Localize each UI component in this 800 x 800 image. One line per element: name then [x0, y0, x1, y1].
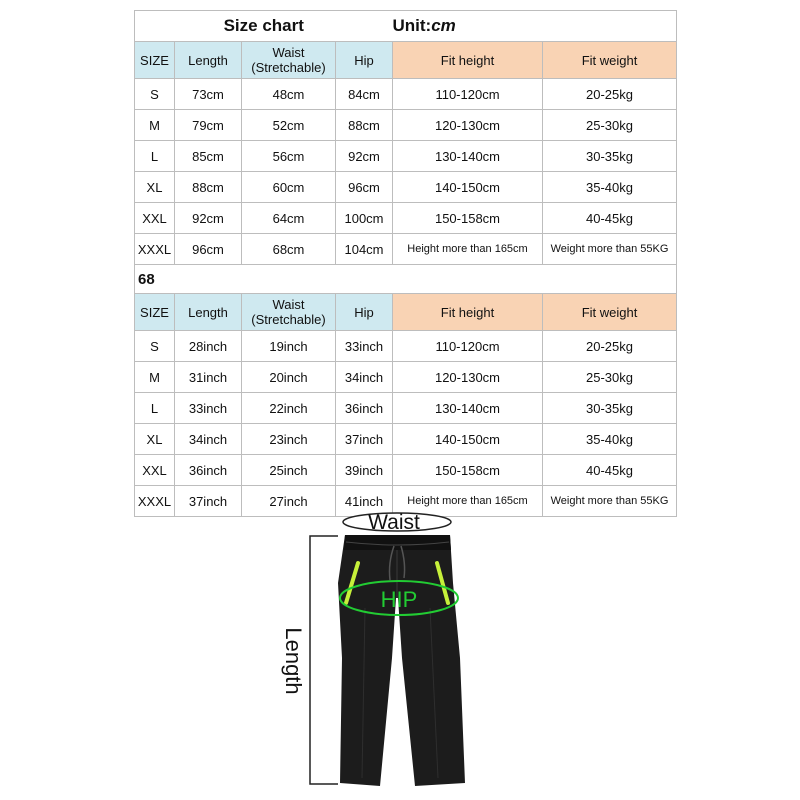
waistband — [344, 535, 451, 550]
cell-length: 33inch — [175, 393, 242, 424]
header-length: Length — [175, 294, 242, 331]
cell-length: 85cm — [175, 141, 242, 172]
cell-waist: 52cm — [242, 110, 336, 141]
cell-size: XXL — [135, 203, 175, 234]
cell-fit-height: 140-150cm — [393, 424, 543, 455]
table-row — [135, 362, 677, 393]
table-row — [135, 331, 677, 362]
cell-fit-weight: 25-30kg — [543, 362, 677, 393]
cell-hip: 34inch — [336, 362, 393, 393]
header-waist-sub: (Stretchable) — [251, 60, 326, 75]
cell-hip: 37inch — [336, 424, 393, 455]
header-length: Length — [175, 42, 242, 79]
size-chart-table — [134, 10, 677, 517]
cell-fit-weight: Weight more than 55KG — [543, 234, 677, 265]
header-waist — [242, 42, 336, 79]
cell-size: M — [135, 362, 175, 393]
table-row — [135, 141, 677, 172]
cell-fit-height: 130-140cm — [393, 393, 543, 424]
cell-fit-height: 110-120cm — [393, 79, 543, 110]
cell-fit-height: 140-150cm — [393, 172, 543, 203]
header-fit-weight: Fit weight — [543, 42, 677, 79]
table-row — [135, 203, 677, 234]
cell-waist: 68cm — [242, 234, 336, 265]
cell-size: XL — [135, 172, 175, 203]
cell-hip: 92cm — [336, 141, 393, 172]
cell-fit-weight: 20-25kg — [543, 79, 677, 110]
cell-fit-weight: 35-40kg — [543, 424, 677, 455]
header-fit-weight: Fit weight — [543, 294, 677, 331]
cell-hip: 41inch — [336, 486, 393, 517]
header-hip: Hip — [336, 42, 393, 79]
table-row — [135, 393, 677, 424]
cell-waist: 56cm — [242, 141, 336, 172]
cell-fit-height: Height more than 165cm — [393, 234, 543, 265]
cell-length: 96cm — [175, 234, 242, 265]
cell-waist: 27inch — [242, 486, 336, 517]
cm-rows — [135, 79, 677, 265]
cell-size: L — [135, 393, 175, 424]
section-row — [135, 265, 677, 294]
cell-length: 92cm — [175, 203, 242, 234]
header-size: SIZE — [135, 42, 175, 79]
cell-hip: 36inch — [336, 393, 393, 424]
cell-size: S — [135, 331, 175, 362]
table-row — [135, 455, 677, 486]
cell-size: XXL — [135, 455, 175, 486]
cell-hip: 96cm — [336, 172, 393, 203]
header-size: SIZE — [135, 294, 175, 331]
cell-waist: 60cm — [242, 172, 336, 203]
header-row-inch — [135, 294, 677, 331]
cell-fit-weight: 30-35kg — [543, 141, 677, 172]
cell-length: 36inch — [175, 455, 242, 486]
header-waist-sub: (Stretchable) — [251, 312, 326, 327]
cell-fit-weight: 35-40kg — [543, 172, 677, 203]
pants-illustration — [270, 508, 490, 793]
waist-label: Waist — [368, 511, 420, 534]
cell-waist: 23inch — [242, 424, 336, 455]
header-fit-height: Fit height — [393, 42, 543, 79]
inch-rows — [135, 331, 677, 517]
table-row — [135, 424, 677, 455]
cell-size: M — [135, 110, 175, 141]
section-label: 68 — [135, 265, 677, 294]
cell-hip: 88cm — [336, 110, 393, 141]
cell-length: 37inch — [175, 486, 242, 517]
table-row — [135, 110, 677, 141]
cell-size: XXXL — [135, 486, 175, 517]
cell-waist: 25inch — [242, 455, 336, 486]
cell-fit-height: 150-158cm — [393, 203, 543, 234]
hip-label: HIP — [380, 587, 418, 612]
cell-length: 34inch — [175, 424, 242, 455]
cell-fit-height: 130-140cm — [393, 141, 543, 172]
cell-length: 31inch — [175, 362, 242, 393]
unit-value: cm — [431, 16, 456, 35]
chart-title: Size chart — [135, 11, 393, 42]
cell-hip: 100cm — [336, 203, 393, 234]
cell-hip: 104cm — [336, 234, 393, 265]
header-row-cm — [135, 42, 677, 79]
cell-fit-weight: 40-45kg — [543, 455, 677, 486]
cell-length: 88cm — [175, 172, 242, 203]
chart-title-row — [135, 11, 677, 42]
unit-label — [393, 11, 677, 42]
cell-fit-weight: 40-45kg — [543, 203, 677, 234]
cell-hip: 84cm — [336, 79, 393, 110]
cell-size: L — [135, 141, 175, 172]
cell-fit-height: 110-120cm — [393, 331, 543, 362]
cell-length: 28inch — [175, 331, 242, 362]
cell-waist: 20inch — [242, 362, 336, 393]
cell-waist: 64cm — [242, 203, 336, 234]
header-hip: Hip — [336, 294, 393, 331]
cell-waist: 48cm — [242, 79, 336, 110]
cell-waist: 22inch — [242, 393, 336, 424]
cell-size: XXXL — [135, 234, 175, 265]
header-waist — [242, 294, 336, 331]
cell-fit-weight: 30-35kg — [543, 393, 677, 424]
cell-fit-weight: 20-25kg — [543, 331, 677, 362]
table-row — [135, 172, 677, 203]
cell-fit-weight: 25-30kg — [543, 110, 677, 141]
length-bracket — [310, 536, 338, 784]
cell-fit-weight: Weight more than 55KG — [543, 486, 677, 517]
cell-fit-height: 120-130cm — [393, 362, 543, 393]
pants-diagram — [270, 508, 490, 793]
header-waist-label: Waist — [272, 297, 305, 312]
cell-size: XL — [135, 424, 175, 455]
cell-length: 79cm — [175, 110, 242, 141]
header-fit-height: Fit height — [393, 294, 543, 331]
cell-fit-height: 150-158cm — [393, 455, 543, 486]
cell-hip: 39inch — [336, 455, 393, 486]
length-label: Length — [281, 627, 306, 695]
table-row — [135, 79, 677, 110]
cell-size: S — [135, 79, 175, 110]
unit-prefix: Unit: — [392, 16, 432, 35]
header-waist-label: Waist — [272, 45, 305, 60]
cell-waist: 19inch — [242, 331, 336, 362]
cell-fit-height: Height more than 165cm — [393, 486, 543, 517]
table-row — [135, 234, 677, 265]
cell-length: 73cm — [175, 79, 242, 110]
cell-fit-height: 120-130cm — [393, 110, 543, 141]
cell-hip: 33inch — [336, 331, 393, 362]
